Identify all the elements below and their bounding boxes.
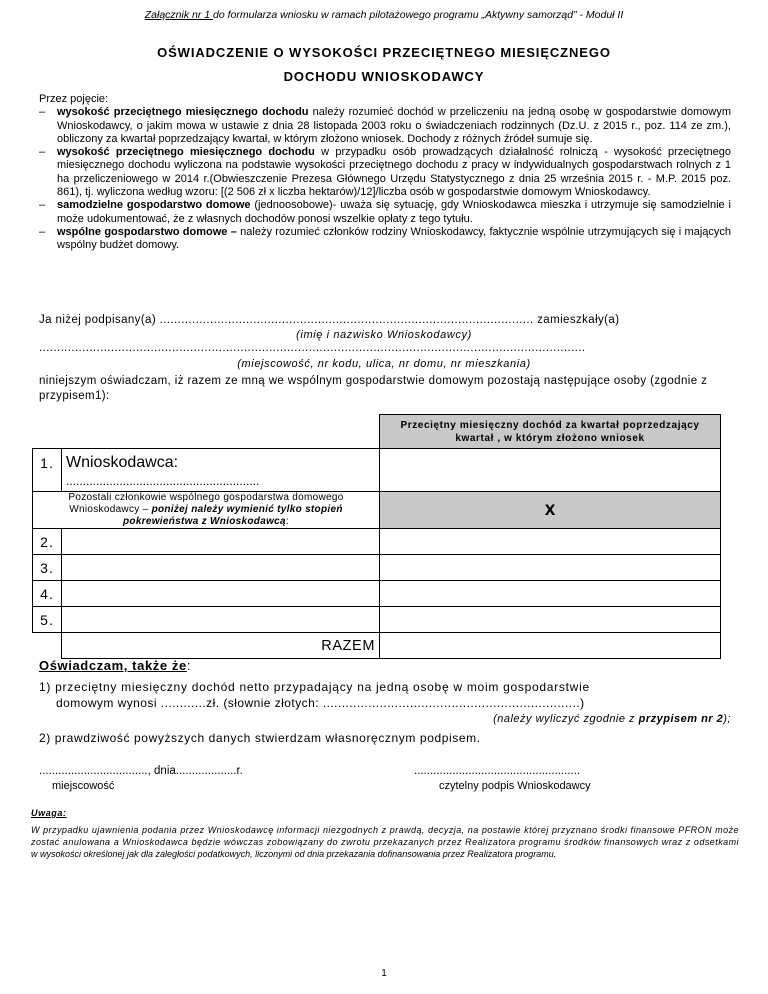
- household-declaration: niniejszym oświadczam, iż razem ze mną we wspólnym gospodarstwie domowym pozostają następujące osoby (zgodnie z przypisem1):: [39, 375, 708, 402]
- household-income-table: [32, 414, 721, 659]
- calculation-note-a: (należy wyliczyć zgodnie z: [493, 713, 639, 725]
- definition-item: [39, 146, 731, 199]
- declarant-name-caption: (imię i nazwisko Wnioskodawcy): [296, 329, 472, 341]
- table-row: [33, 581, 721, 607]
- applicant-label: Wnioskodawca:: [66, 454, 179, 471]
- definition-term: samodzielne gospodarstwo domowe: [57, 199, 251, 212]
- table-total-row: [33, 633, 721, 659]
- table-row-members-header: [33, 492, 721, 529]
- signature-caption: czytelny podpis Wnioskodawcy: [439, 780, 591, 792]
- statement-point-2: 2) prawdziwość powyższych danych stwierdzam własnoręcznym podpisem.: [39, 731, 481, 745]
- statement-heading-text: Oświadczam, także że: [39, 658, 187, 673]
- document-title: [0, 41, 768, 89]
- applicant-income-cell[interactable]: [380, 449, 721, 492]
- total-label: RAZEM: [62, 633, 380, 659]
- definition-item: [39, 199, 731, 226]
- warning-text-main: W przypadku ujawnienia podania przez Wnioskodawcę informacji niezgodnych z prawdą, decyzja, na postawie której przyznano środki finansowe PFRON może zostać anulowana a Wnioskodawca będzie wówczas zobowiązany do zwrotu przekazanych przez Realizatora programu środków finansowych wraz z odsetkami: [31, 825, 739, 847]
- member-relation-cell[interactable]: [62, 529, 380, 555]
- calculation-note-c: );: [723, 713, 731, 725]
- attachment-header: [0, 9, 768, 21]
- applicant-name-dots: ..........................................................: [66, 474, 260, 488]
- place-caption: miejscowość: [52, 780, 115, 792]
- row-number: 2.: [33, 529, 62, 555]
- total-income-cell[interactable]: [380, 633, 721, 659]
- row-number: 3.: [33, 555, 62, 581]
- member-income-cell[interactable]: [380, 607, 721, 633]
- declarant-address-line: ........................................................................................................................................................: [39, 342, 586, 354]
- statement-point-1-line-1: 1) przeciętny miesięczny dochód netto przypadający na jedną osobę w moim gospodarstwie: [39, 680, 590, 694]
- definition-term: wspólne gospodarstwo domowe –: [57, 225, 237, 238]
- attachment-description: do formularza wniosku w ramach pilotażowego programu „Aktywny samorząd” - Moduł II: [213, 9, 624, 21]
- table-row-applicant: [33, 449, 721, 492]
- not-applicable-mark: x: [380, 492, 721, 529]
- definition-item: [39, 226, 731, 253]
- statement-heading: [39, 658, 731, 673]
- declarant-address-caption: (miejscowość, nr kodu, ulica, nr domu, nr mieszkania): [237, 358, 531, 370]
- member-relation-cell[interactable]: [62, 607, 380, 633]
- total-blank-cell: [33, 633, 62, 659]
- member-income-cell[interactable]: [380, 581, 721, 607]
- declarant-name-line: Ja niżej podpisany(a) ........................................................................................................ zamieszkały(a): [39, 314, 620, 326]
- table-header-row: [33, 415, 721, 449]
- row-number: 5.: [33, 607, 62, 633]
- row-number: 1.: [33, 449, 62, 492]
- other-members-label: [33, 492, 380, 529]
- signature-field[interactable]: ....................................................: [414, 765, 581, 777]
- place-date-field[interactable]: .................................., dnia...................r.: [39, 765, 243, 777]
- other-members-instruction: poniżej należy wymienić tylko stopień pokrewieństwa z Wnioskodawcą: [123, 504, 343, 527]
- table-header-blank: [33, 415, 380, 449]
- definitions-section: [39, 93, 731, 253]
- warning-text: [31, 824, 739, 860]
- table-row: [33, 555, 721, 581]
- applicant-cell: [62, 449, 380, 492]
- definition-text: należy rozumieć dochód w przeliczeniu na jedną osobę w gospodarstwie domowym Wnioskodawcy, o jakim mowa w ustawie z dnia 28 listopada 2003 roku o świadczeniach rodzinnych (Dz.U. z 2015 r., poz. 114 ze zm.), obliczony za kwartał poprzedzający kwartał, w którym złożono wniosek. Dochody z różnych źródeł sumuje się.: [57, 106, 732, 145]
- definitions-lead: Przez pojęcie:: [39, 93, 109, 105]
- table-row: [33, 529, 721, 555]
- page-number: 1: [381, 968, 387, 979]
- member-relation-cell[interactable]: [62, 581, 380, 607]
- definition-term: wysokość przeciętnego miesięcznego dochodu: [57, 146, 315, 159]
- table-row: [33, 607, 721, 633]
- row-number: 4.: [33, 581, 62, 607]
- title-line-2: DOCHODU WNIOSKODAWCY: [283, 69, 485, 84]
- other-members-colon: :: [285, 516, 289, 527]
- definition-item: [39, 106, 731, 146]
- statement-heading-colon: :: [186, 658, 192, 673]
- income-column-header: Przeciętny miesięczny dochód za kwartał poprzedzający kwartał , w którym złożono wniosek: [380, 415, 721, 449]
- definition-text: w przypadku osób prowadzących działalność rolniczą - wysokość przeciętnego miesięcznego dochodu wyliczona na podstawie wysokości przeciętnego dochodu z pracy w indywidualnych gospodarstwach rolnych z 1 ha przeliczeniowego w 2014 r.(Obwieszczenie Prezesa Głównego Urzędu Statystycznego z dnia 25 września 2015 r. - M.P. 2015 poz. 861), tj. wyliczona według wzoru: [(2 506 zł x liczba hektarów)/12]/liczba osób w gospodarstwie domowym Wnioskodawcy.: [57, 146, 731, 199]
- definition-term: wysokość przeciętnego miesięcznego dochodu: [57, 106, 309, 119]
- member-income-cell[interactable]: [380, 529, 721, 555]
- warning-note: [31, 807, 739, 860]
- calculation-note-footnote: przypisem nr 2: [638, 713, 724, 725]
- member-income-cell[interactable]: [380, 555, 721, 581]
- definitions-list: [39, 106, 731, 252]
- calculation-note: [39, 713, 731, 725]
- definition-text: należy rozumieć członków rodziny Wnioskodawcy, faktycznie wspólnie utrzymujących się i mających wspólny budżet domowy.: [57, 225, 732, 252]
- member-relation-cell[interactable]: [62, 555, 380, 581]
- definition-text: (jednoosobowe)- uważa się sytuację, gdy Wnioskodawca mieszka i utrzymuje się samodzielnie i może udokumentować, że z własnych dochodów ponosi wszelkie opłaty z tego tytułu.: [57, 199, 731, 225]
- statement-point-1-line-2: domowym wynosi ............zł. (słownie złotych: ....................................................................): [56, 696, 585, 710]
- warning-heading: Uwaga:: [31, 808, 67, 818]
- other-members-text: Pozostali członkowie wspólnego gospodarstwa domowego Wnioskodawcy –: [68, 492, 344, 515]
- attachment-number: Załącznik nr 1: [144, 9, 214, 21]
- title-line-1: OŚWIADCZENIE O WYSOKOŚCI PRZECIĘTNEGO MIESIĘCZNEGO: [157, 45, 611, 60]
- warning-text-end: w wysokości określonej jak dla zaległości podatkowych, liczonymi od dnia przekazania dofinansowania przez Realizatora programu.: [31, 849, 557, 859]
